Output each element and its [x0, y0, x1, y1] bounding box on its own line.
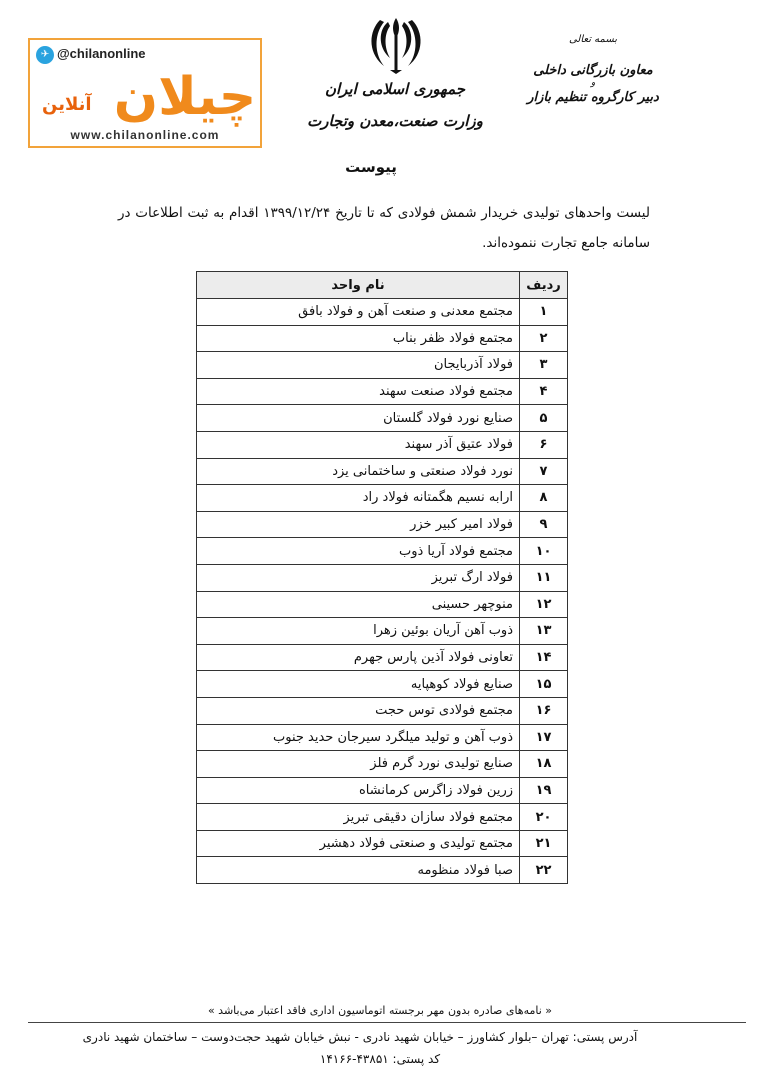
- logo-subtext: آنلاین: [42, 94, 92, 115]
- unit-name: ذوب آهن و تولید میلگرد سیرجان حدید جنوب: [197, 724, 520, 751]
- row-number: ۱۳: [520, 618, 568, 645]
- row-number: ۱۷: [520, 724, 568, 751]
- row-number: ۱۵: [520, 671, 568, 698]
- table-row: [197, 458, 568, 485]
- row-number: ۱۱: [520, 564, 568, 591]
- attachment-label: پیوست: [345, 158, 397, 176]
- unit-name: مجتمع فولاد سازان دقیقی تبریز: [197, 804, 520, 831]
- column-header-unit-name: نام واحد: [197, 272, 520, 299]
- unit-name: مجتمع تولیدی و صنعتی فولاد دهشیر: [197, 830, 520, 857]
- row-number: ۱: [520, 299, 568, 326]
- row-number: ۸: [520, 485, 568, 512]
- row-number: ۲۰: [520, 804, 568, 831]
- table-row: [197, 591, 568, 618]
- row-number: ۱۸: [520, 751, 568, 778]
- unit-name: صنایع فولاد کوهپایه: [197, 671, 520, 698]
- table-header-row: [197, 272, 568, 299]
- row-number: ۴: [520, 378, 568, 405]
- country-name: جمهوری اسلامی ایران: [324, 80, 466, 98]
- column-header-row-number: ردیف: [520, 272, 568, 299]
- table-row: [197, 325, 568, 352]
- table-row: [197, 751, 568, 778]
- ministry-header: [300, 80, 490, 130]
- validity-footnote: « نامه‌های صادره بدون مهر برجسته اتوماسیون اداری فاقد اعتبار می‌باشد »: [207, 1004, 553, 1017]
- steel-buyers-table: [196, 271, 568, 884]
- unit-name: صبا فولاد منظومه: [197, 857, 520, 884]
- iran-emblem-icon: [366, 14, 426, 76]
- invocation: بسمه تعالی: [568, 34, 618, 45]
- chilan-online-logo: [28, 38, 262, 148]
- row-number: ۶: [520, 431, 568, 458]
- table-row: [197, 830, 568, 857]
- row-number: ۱۶: [520, 697, 568, 724]
- table-row: [197, 857, 568, 884]
- table-row: [197, 538, 568, 565]
- unit-name: ارابه نسیم هگمتانه فولاد راد: [197, 485, 520, 512]
- intro-paragraph: لیست واحدهای تولیدی خریدار شمش فولادی که تا تاریخ ۱۳۹۹/۱۲/۲۴ اقدام به ثبت اطلاعات در سامانه جامع تجارت ننموده‌اند.: [118, 205, 650, 251]
- table-row: [197, 804, 568, 831]
- table-row: [197, 564, 568, 591]
- unit-name: مجتمع فولاد آریا ذوب: [197, 538, 520, 565]
- deputy-title: معاون بازرگانی داخلی: [533, 63, 653, 78]
- table-row: [197, 352, 568, 379]
- unit-name: فولاد ارگ تبریز: [197, 564, 520, 591]
- unit-name: مجتمع معدنی و صنعت آهن و فولاد بافق: [197, 299, 520, 326]
- row-number: ۷: [520, 458, 568, 485]
- row-number: ۱۰: [520, 538, 568, 565]
- conjunction: و: [590, 78, 596, 88]
- row-number: ۵: [520, 405, 568, 432]
- table-row: [197, 618, 568, 645]
- unit-name: ذوب آهن آریان بوئین زهرا: [197, 618, 520, 645]
- row-number: ۹: [520, 511, 568, 538]
- table-row: [197, 724, 568, 751]
- table-row: [197, 405, 568, 432]
- telegram-handle: @chilanonline: [57, 46, 146, 61]
- table-row: [197, 378, 568, 405]
- table-row: [197, 671, 568, 698]
- unit-name: صنایع نورد فولاد گلستان: [197, 405, 520, 432]
- unit-name: صنایع تولیدی نورد گرم فلز: [197, 751, 520, 778]
- unit-name: منوچهر حسینی: [197, 591, 520, 618]
- unit-name: مجتمع فولادی توس حجت: [197, 697, 520, 724]
- unit-name: مجتمع فولاد صنعت سهند: [197, 378, 520, 405]
- secretary-title: دبیر کارگروه تنظیم بازار: [527, 90, 659, 105]
- table-row: [197, 485, 568, 512]
- row-number: ۳: [520, 352, 568, 379]
- table-row: [197, 644, 568, 671]
- logo-website: www.chilanonline.com: [70, 128, 220, 142]
- row-number: ۱۲: [520, 591, 568, 618]
- row-number: ۱۹: [520, 777, 568, 804]
- row-number: ۲۲: [520, 857, 568, 884]
- postal-address: آدرس پستی: تهران –بلوار کشاورز – خیابان شهید نادری - نبش خیابان شهید حجت‌دوست – ساختمان شهید نادری: [82, 1030, 638, 1044]
- table-row: [197, 431, 568, 458]
- row-number: ۱۴: [520, 644, 568, 671]
- row-number: ۲: [520, 325, 568, 352]
- unit-name: فولاد آذربایجان: [197, 352, 520, 379]
- unit-name: فولاد امیر کبیر خزر: [197, 511, 520, 538]
- table-row: [197, 697, 568, 724]
- telegram-icon: ✈: [36, 46, 54, 64]
- footer-divider: [28, 1022, 746, 1023]
- table-row: [197, 299, 568, 326]
- office-header: [508, 34, 678, 105]
- ministry-name: وزارت صنعت،معدن وتجارت: [307, 112, 483, 130]
- postal-code: کد پستی: ۴۳۸۵۱-۱۴۱۶۶: [319, 1052, 441, 1066]
- unit-name: زرین فولاد زاگرس کرمانشاه: [197, 777, 520, 804]
- unit-name: فولاد عتیق آذر سهند: [197, 431, 520, 458]
- table-row: [197, 777, 568, 804]
- unit-name: نورد فولاد صنعتی و ساختمانی یزد: [197, 458, 520, 485]
- unit-name: مجتمع فولاد ظفر بناب: [197, 325, 520, 352]
- logo-mark: چیلان: [113, 67, 257, 127]
- unit-name: تعاونی فولاد آذین پارس جهرم: [197, 644, 520, 671]
- row-number: ۲۱: [520, 830, 568, 857]
- table-row: [197, 511, 568, 538]
